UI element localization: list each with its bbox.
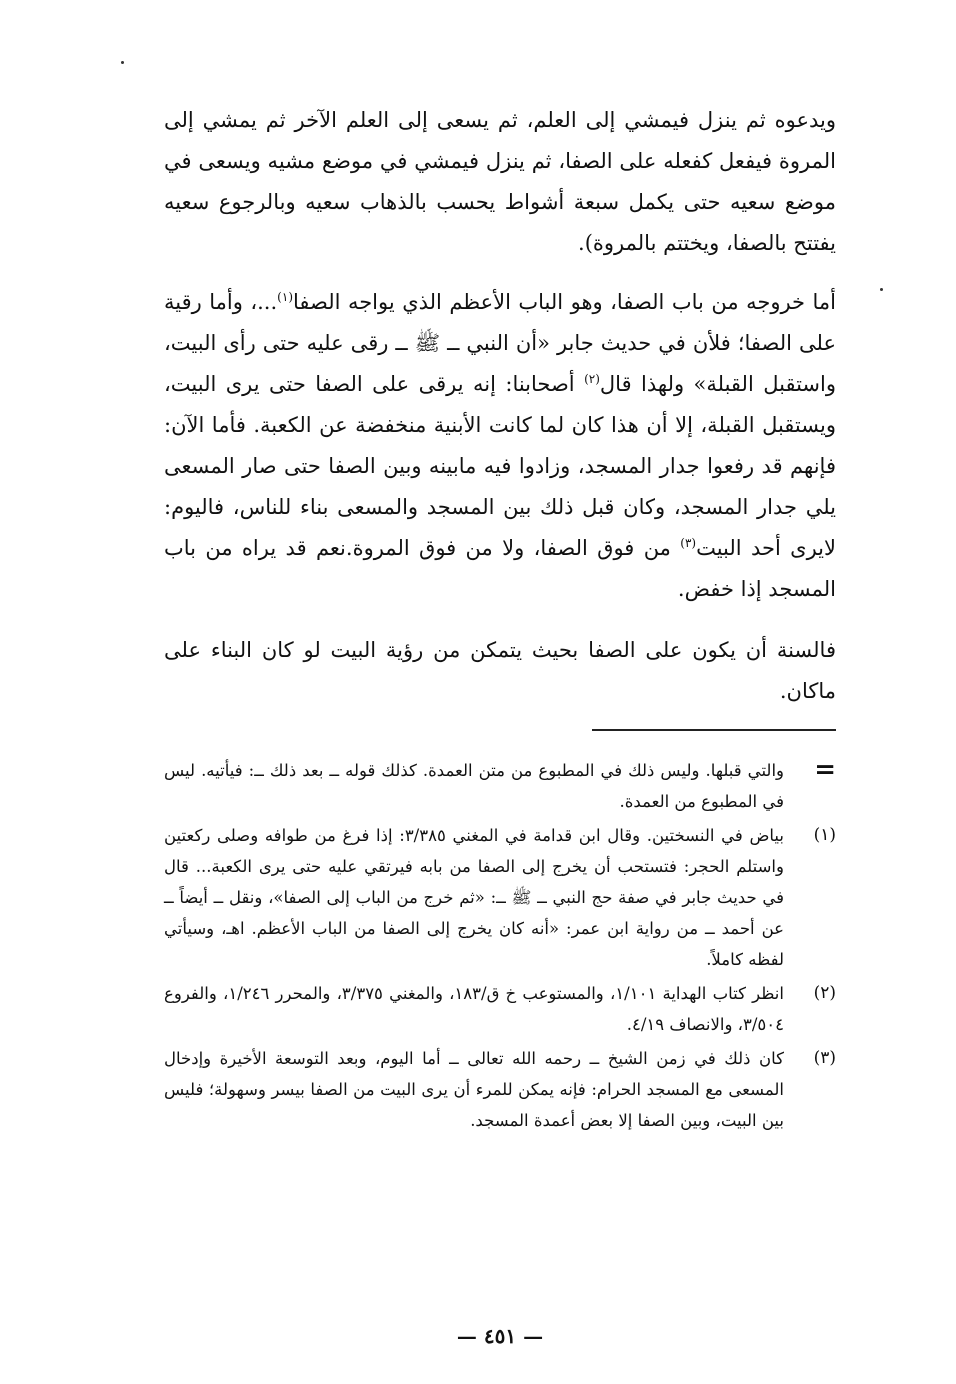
page-body — [164, 100, 837, 1348]
footnote-2 — [164, 978, 836, 1040]
footnote-marker: (٢) — [813, 983, 836, 1003]
footnote-marker: (١) — [813, 825, 836, 845]
footnote-text: بياض في النسختين. وقال ابن قدامة في المغني ٣/٣٨٥: إذا فرغ من طوافه وصلى ركعتين واستلم الحجر: فتستحب أن يخرج إلى الصفا من بابه فيرتقي عليه حتى يرى الكعبة... قال في حديث جابر في صفة حج النبي ــ ﷺ ــ: «ثم خرج من الباب إلى الصفا»، ونقل ــ أيضاً ــ عن أحمد ــ من رواية ابن عمر: «أنه كان يخرج إلى الصفا من الباب الأعظم. اهـ، وسيأتي لفظه كاملاً. — [164, 826, 785, 969]
paragraph-2-part-c: أصحابنا: إنه يرقى على الصفا حتى يرى البيت، ويستقبل القبلة، إلا أن هذا كان لما كانت الأبنية منخفضة عن الكعبة. فأما الآن: فإنهم قد رفعوا جدار المسجد، وزادوا فيه مابينه وبين الصفا حتى صار المسعى يلي جدار المسجد، وكان قبل ذلك بين المسجد والمسعى بناء للناس، فاليوم: لايرى أحد البيت — [164, 372, 836, 560]
footnote-marker: (٣) — [813, 1048, 836, 1068]
footnotes — [164, 755, 836, 1139]
paragraph-2-part-a: أما خروجه من باب الصفا، وهو الباب الأعظم الذي يواجه الصفا — [293, 290, 836, 314]
footnote-ref-3[interactable]: (٣) — [680, 536, 697, 550]
footnote-text: والتي قبلها. وليس ذلك في المطبوع من متن العمدة. كذلك قوله ــ بعد ذلك ــ: فيأتيه. ليس في المطبوع من العمدة. — [164, 761, 784, 811]
footnote-ref-1[interactable]: (١) — [277, 290, 293, 304]
scan-speck — [121, 61, 124, 64]
paragraph-2-part-b: ...، وأما رقية على الصفا؛ فلأن في حديث جابر «أن النبي ــ ﷺ ــ رقى عليه حتى رأى البيت، واستقبل القبلة» ولهذا قال — [164, 290, 836, 396]
footnote-3 — [164, 1043, 836, 1136]
footnote-text: كان ذلك في زمن الشيخ ــ رحمه الله تعالى ــ أما اليوم، وبعد التوسعة الأخيرة وإدخال المسعى مع المسجد الحرام: فإنه يمكن للمرء أن يرى البيت من الصفا بيسر وسهولة؛ فليس بين البيت، وبين الصفا إلا بعض أعمدة المسجد. — [164, 1049, 784, 1130]
footnote-1 — [164, 820, 836, 975]
page-number: — ٤٥١ — — [456, 1324, 544, 1348]
footnote-separator — [592, 729, 836, 731]
paragraph-1: ويدعوه ثم ينزل فيمشي إلى العلم، ثم يسعى إلى العلم الآخر ثم يمشي إلى المروة فيفعل كفعله على الصفا، ثم ينزل فيمشي في موضع مشيه ويسعى في موضع سعيه حتى يكمل سبعة أشواط يحسب بالذهاب سعيه وبالرجوع سعيه يفتتح بالصفا، ويختتم بالمروة). — [164, 108, 837, 255]
footnote-ref-2[interactable]: (٢) — [584, 372, 600, 386]
paragraph-3: فالسنة أن يكون على الصفا بحيث يتمكن من رؤية البيت لو كان البناء على ماكان. — [164, 638, 836, 703]
scan-speck — [880, 288, 883, 291]
footnote-continuation — [164, 755, 836, 817]
paragraph-2 — [164, 282, 836, 610]
paragraph-2-part-d: من فوق الصفا، ولا من فوق المروة.نعم قد يراه من باب المسجد إذا خفض. — [164, 536, 836, 601]
footnote-text: انظر كتاب الهداية ١/١٠١، والمستوعب خ ق/١٨٣، والمغني ٣/٣٧٥، والمحرر ١/٢٤٦، والفروع ٣/٥٠٤، والانصاف ٤/١٩. — [164, 984, 784, 1034]
footnote-marker: = — [814, 755, 836, 785]
